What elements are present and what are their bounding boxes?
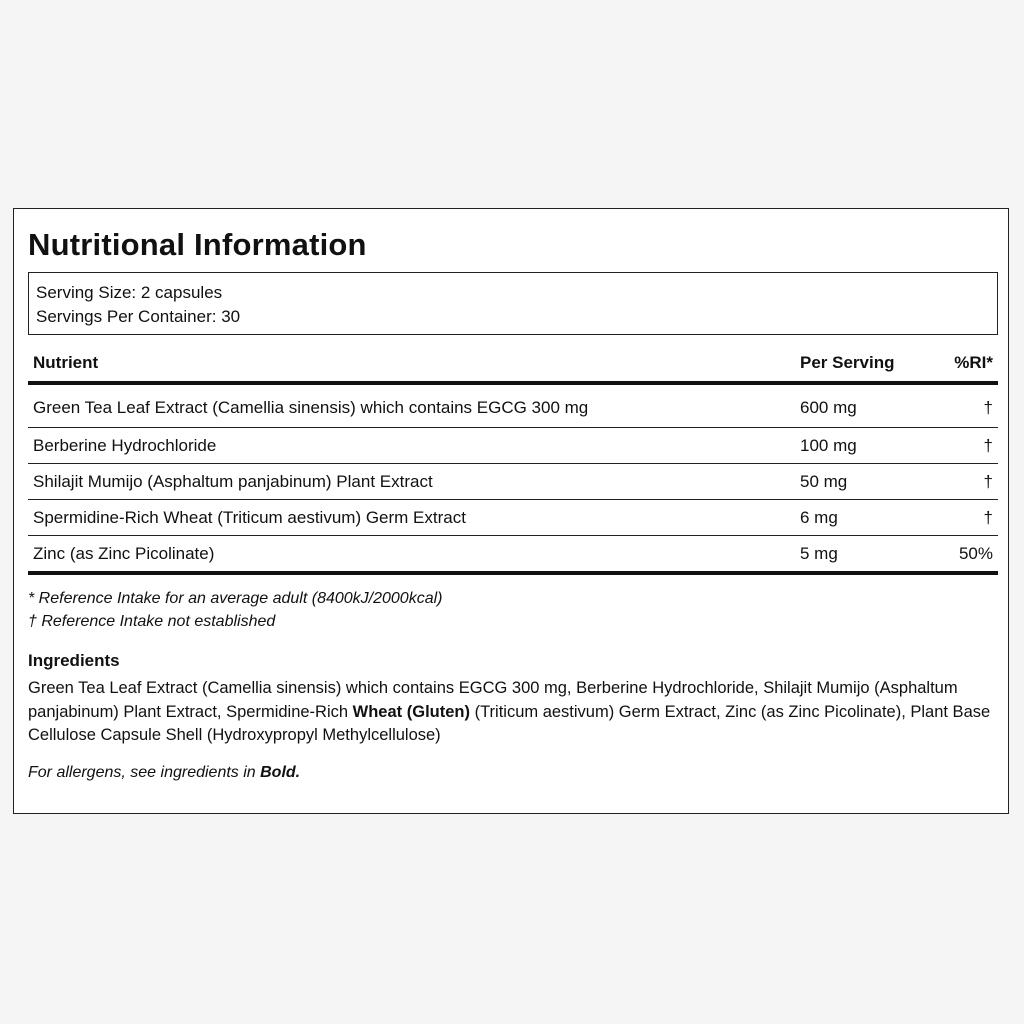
nutrient-amount: 6 mg bbox=[795, 500, 945, 536]
footnotes bbox=[28, 587, 442, 633]
nutrient-ri: † bbox=[945, 428, 998, 464]
table-row bbox=[28, 383, 998, 428]
header-nutrient: Nutrient bbox=[28, 345, 795, 383]
table-row bbox=[28, 464, 998, 500]
nutrient-ri: † bbox=[945, 500, 998, 536]
servings-per-container: Servings Per Container: 30 bbox=[36, 307, 241, 326]
nutrient-name: Berberine Hydrochloride bbox=[28, 428, 795, 464]
table-row bbox=[28, 500, 998, 536]
nutrient-name: Zinc (as Zinc Picolinate) bbox=[28, 536, 795, 574]
allergen-note-bold: Bold. bbox=[260, 764, 301, 781]
ingredients-text-after: (Triticum aestivum) Germ Extract, Zinc (as Zinc Picolinate), Plant Base Cellulose Capsule Shell (Hydroxypropyl Methylcellulose) bbox=[28, 702, 991, 744]
nutrient-ri: † bbox=[945, 383, 998, 428]
nutrient-amount: 600 mg bbox=[795, 383, 945, 428]
ri-footnote: * Reference Intake for an average adult (8400kJ/2000kcal) bbox=[28, 590, 443, 607]
table-header-row bbox=[28, 345, 998, 383]
serving-size: Serving Size: 2 capsules bbox=[36, 283, 223, 302]
dagger-footnote: † Reference Intake not established bbox=[28, 613, 276, 630]
allergen-note-text: For allergens, see ingredients in bbox=[28, 764, 261, 781]
ingredients-heading: Ingredients bbox=[28, 651, 120, 670]
allergen-bold: Wheat (Gluten) bbox=[352, 702, 470, 721]
page-title: Nutritional Information bbox=[28, 227, 367, 262]
nutrient-amount: 50 mg bbox=[795, 464, 945, 500]
nutrient-amount: 100 mg bbox=[795, 428, 945, 464]
table-row bbox=[28, 536, 998, 574]
nutrient-name: Shilajit Mumijo (Asphaltum panjabinum) Plant Extract bbox=[28, 464, 795, 500]
nutrient-table bbox=[28, 345, 998, 575]
header-ri: %RI* bbox=[945, 345, 998, 383]
nutrient-ri: † bbox=[945, 464, 998, 500]
nutrient-name: Green Tea Leaf Extract (Camellia sinensis) which contains EGCG 300 mg bbox=[28, 383, 795, 428]
ingredients-text-before: Green Tea Leaf Extract (Camellia sinensis) which contains EGCG 300 mg, Berberine Hydrochloride, Shilajit Mumijo (Asphaltum panjabinum) Plant Extract, Spermidine-Rich bbox=[28, 679, 958, 721]
ingredients-text bbox=[28, 677, 1003, 748]
header-per-serving: Per Serving bbox=[795, 345, 945, 383]
allergen-note bbox=[28, 764, 300, 782]
nutrient-ri: 50% bbox=[945, 536, 998, 574]
nutrition-panel bbox=[13, 208, 1009, 814]
table-row bbox=[28, 428, 998, 464]
serving-info-box bbox=[28, 272, 998, 335]
nutrient-amount: 5 mg bbox=[795, 536, 945, 574]
nutrient-name: Spermidine-Rich Wheat (Triticum aestivum) Germ Extract bbox=[28, 500, 795, 536]
